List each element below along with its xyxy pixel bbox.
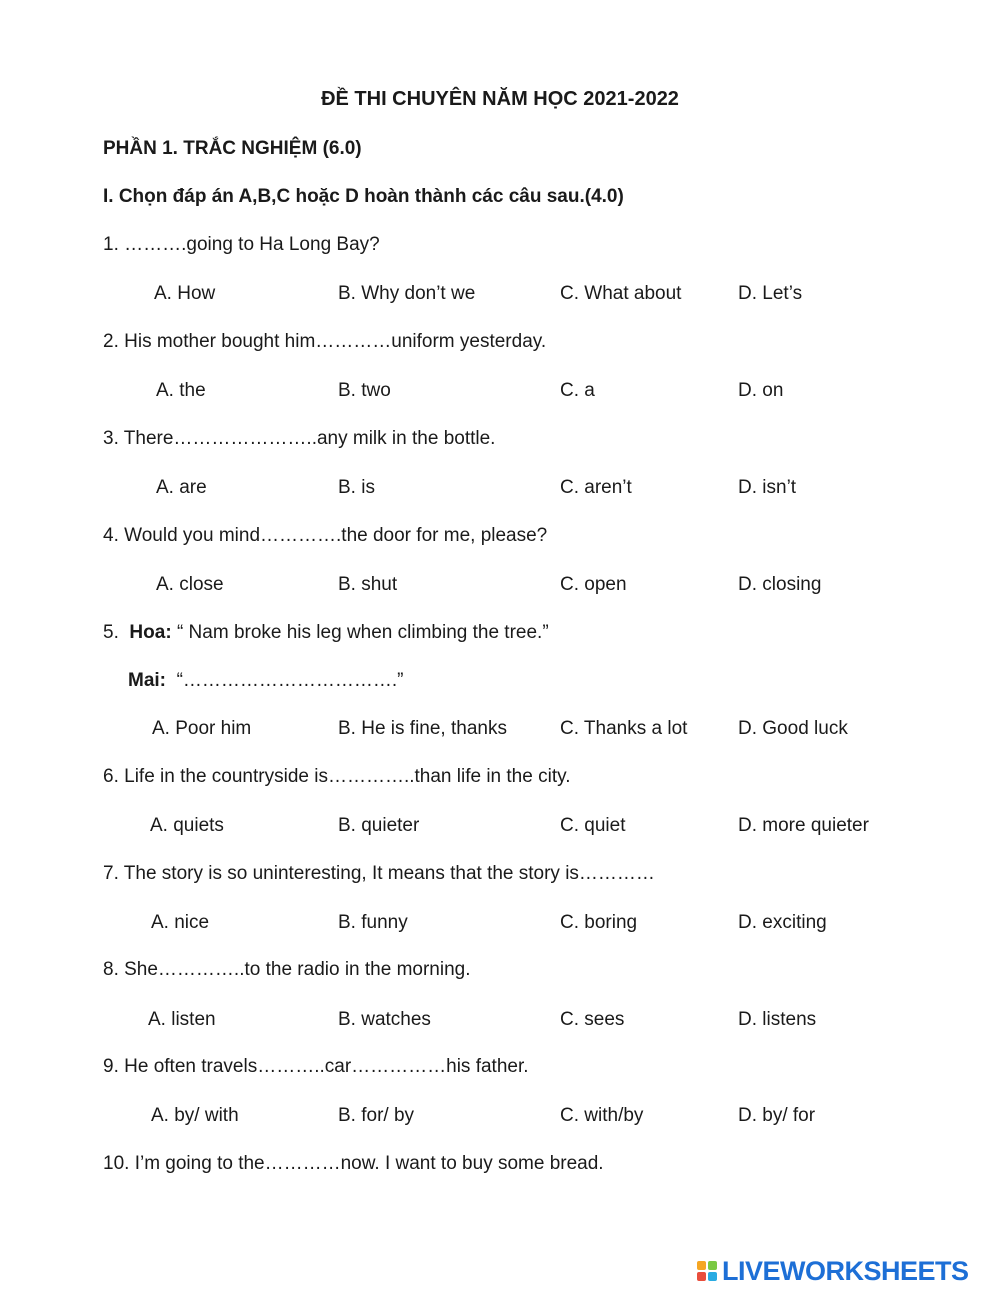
q1-option-a[interactable]: A. How — [154, 283, 216, 304]
section-heading: I. Chọn đáp án A,B,C hoặc D hoàn thành các câu sau.(4.0) — [103, 186, 624, 207]
q9-option-d[interactable]: D. by/ for — [738, 1105, 816, 1126]
q3-option-b[interactable]: B. is — [338, 477, 375, 498]
q8-option-c[interactable]: C. sees — [560, 1009, 625, 1030]
q8-option-a[interactable]: A. listen — [148, 1009, 216, 1030]
question-9: 9. He often travels………..car……………his father. — [103, 1056, 529, 1077]
q2-option-b[interactable]: B. two — [338, 380, 391, 401]
q7-option-d[interactable]: D. exciting — [738, 912, 827, 933]
q2-option-d[interactable]: D. on — [738, 380, 784, 401]
q4-option-d[interactable]: D. closing — [738, 574, 822, 595]
q9-option-c[interactable]: C. with/by — [560, 1105, 644, 1126]
q4-option-c[interactable]: C. open — [560, 574, 627, 595]
q9-option-a[interactable]: A. by/ with — [151, 1105, 239, 1126]
q4-option-a[interactable]: A. close — [156, 574, 224, 595]
question-10: 10. I’m going to the…………now. I want to buy some bread. — [103, 1153, 604, 1174]
q7-option-b[interactable]: B. funny — [338, 912, 408, 933]
logo-box-3 — [697, 1272, 706, 1281]
question-5-line-2: “…………………………….” — [176, 670, 404, 691]
question-5-line-1: “ Nam broke his leg when climbing the tree.” — [176, 622, 549, 643]
question-3: 3. There…………………..any milk in the bottle. — [103, 428, 496, 449]
logo-text: LIVEWORKSHEETS — [722, 1255, 969, 1286]
speaker-mai: Mai: — [128, 670, 166, 691]
question-7: 7. The story is so uninteresting, It means that the story is………… — [103, 863, 655, 884]
q1-option-b[interactable]: B. Why don’t we — [338, 283, 476, 304]
q6-option-c[interactable]: C. quiet — [560, 815, 626, 836]
q5-option-c[interactable]: C. Thanks a lot — [560, 718, 688, 739]
question-5-number: 5. — [103, 622, 119, 643]
q6-option-b[interactable]: B. quieter — [338, 815, 420, 836]
q3-option-c[interactable]: C. aren’t — [560, 477, 632, 498]
q7-option-a[interactable]: A. nice — [151, 912, 210, 933]
question-5-reply — [128, 669, 404, 693]
question-6: 6. Life in the countryside is…………..than life in the city. — [103, 766, 571, 787]
question-2: 2. His mother bought him…………uniform yesterday. — [103, 331, 547, 352]
part-heading: PHẦN 1. TRẮC NGHIỆM (6.0) — [103, 138, 362, 159]
q5-option-b[interactable]: B. He is fine, thanks — [338, 718, 507, 739]
logo-box-1 — [697, 1261, 706, 1270]
q1-option-c[interactable]: C. What about — [560, 283, 682, 304]
speaker-hoa: Hoa: — [129, 622, 172, 643]
q8-option-d[interactable]: D. listens — [738, 1009, 817, 1030]
logo-box-4 — [708, 1272, 717, 1281]
q3-option-d[interactable]: D. isn’t — [738, 477, 797, 498]
question-4: 4. Would you mind………….the door for me, please? — [103, 525, 548, 546]
q6-option-a[interactable]: A. quiets — [150, 815, 224, 836]
question-5 — [103, 621, 549, 645]
q6-option-d[interactable]: D. more quieter — [738, 815, 869, 836]
liveworksheets-logo[interactable] — [697, 1256, 969, 1286]
q9-option-b[interactable]: B. for/ by — [338, 1105, 415, 1126]
q5-option-d[interactable]: D. Good luck — [738, 718, 848, 739]
question-1: 1. ……….going to Ha Long Bay? — [103, 234, 380, 255]
q3-option-a[interactable]: A. are — [156, 477, 207, 498]
logo-box-2 — [708, 1261, 717, 1270]
q4-option-b[interactable]: B. shut — [338, 574, 398, 595]
question-8: 8. She…………..to the radio in the morning. — [103, 959, 471, 980]
page-title: ĐỀ THI CHUYÊN NĂM HỌC 2021-2022 — [321, 88, 679, 110]
q8-option-b[interactable]: B. watches — [338, 1009, 431, 1030]
q1-option-d[interactable]: D. Let’s — [738, 283, 803, 304]
q2-option-c[interactable]: C. a — [560, 380, 595, 401]
logo-mark-icon — [697, 1261, 717, 1281]
q2-option-a[interactable]: A. the — [156, 380, 206, 401]
q5-option-a[interactable]: A. Poor him — [152, 718, 252, 739]
q7-option-c[interactable]: C. boring — [560, 912, 638, 933]
